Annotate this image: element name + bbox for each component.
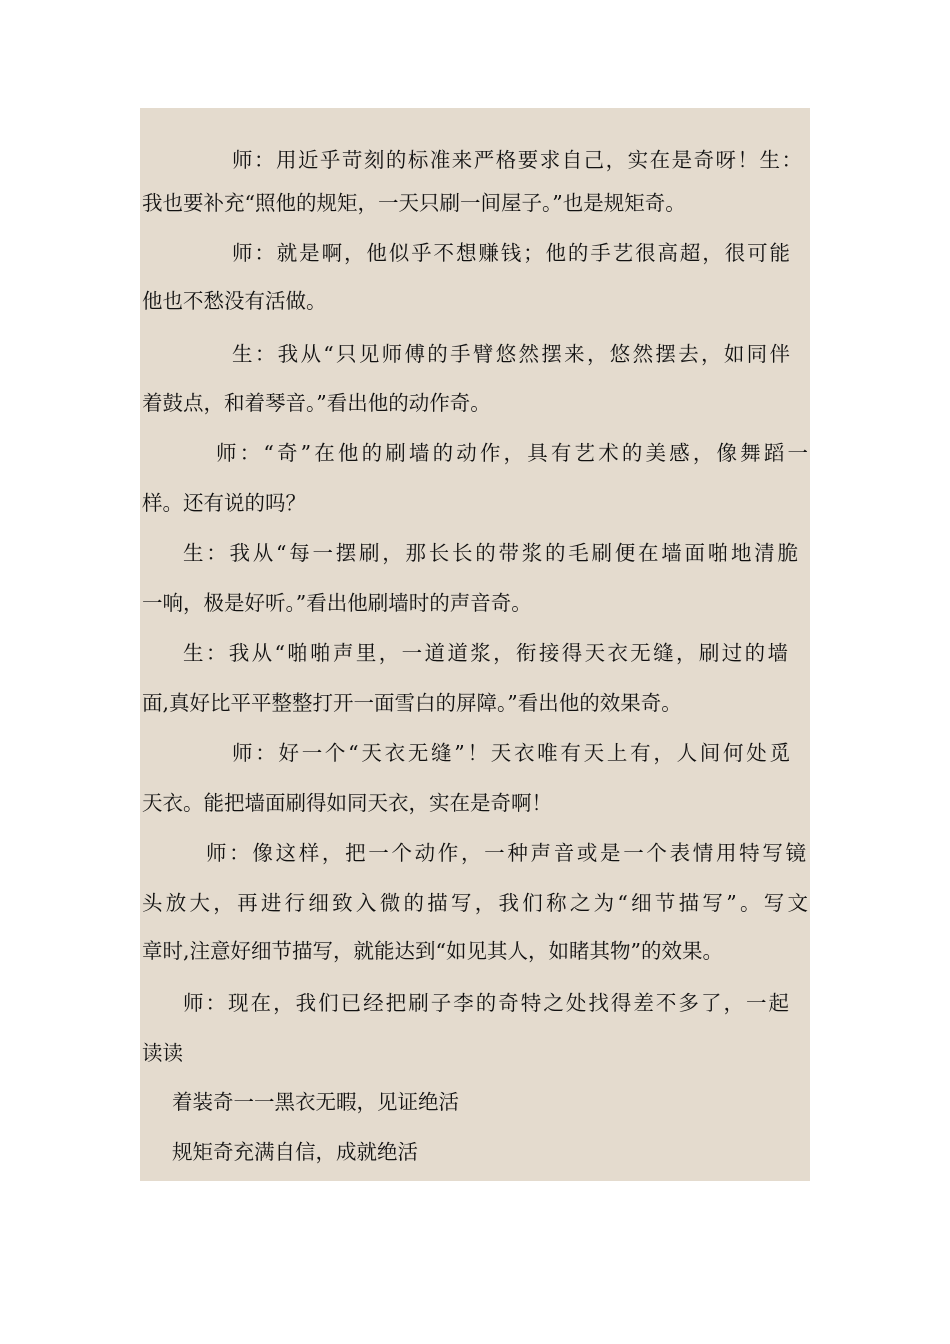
text-line: 天衣。能把墙面刷得如同天衣，实在是奇啊！ (142, 791, 552, 815)
text-line: 面,真好比平平整整打开一面雪白的屏障。”看出他的效果奇。 (142, 691, 682, 715)
text-line: 样。还有说的吗？ (142, 491, 306, 515)
text-line: 读读 (142, 1041, 183, 1065)
text-line: 生：我从“只见师傅的手臂悠然摆来，悠然摆去，如同伴 (232, 342, 790, 366)
text-line: 师：就是啊，他似乎不想赚钱；他的手艺很高超，很可能 (232, 241, 790, 265)
text-line: 着装奇一一黑衣无暇，见证绝活 (172, 1090, 459, 1114)
text-line: 师：用近乎苛刻的标准来严格要求自己，实在是奇呀！生： (232, 148, 802, 172)
text-line: 我也要补充“照他的规矩，一天只刷一间屋子。”也是规矩奇。 (142, 191, 686, 215)
text-line: 一响，极是好听。”看出他刷墙时的声音奇。 (142, 591, 532, 615)
document-page (140, 108, 810, 1181)
text-line: 生：我从“每一摆刷，那长长的带浆的毛刷便在墙面啪地清脆 (183, 541, 798, 565)
text-line: 生：我从“啪啪声里，一道道浆，衔接得天衣无缝，刷过的墙 (183, 641, 788, 665)
text-line: 师：现在，我们已经把刷子李的奇特之处找得差不多了，一起 (183, 991, 789, 1015)
text-line: 着鼓点，和着琴音。”看出他的动作奇。 (142, 391, 491, 415)
text-line: 头放大，再进行细致入微的描写，我们称之为“细节描写”。写文 (142, 891, 808, 915)
text-line: 他也不愁没有活做。 (142, 289, 327, 313)
text-line: 师：像这样，把一个动作，一种声音或是一个表情用特写镜 (206, 841, 806, 865)
text-line: 章时,注意好细节描写，就能达到“如见其人，如睹其物”的效果。 (142, 939, 723, 963)
text-line: 师：“奇”在他的刷墙的动作，具有艺术的美感，像舞蹈一 (216, 441, 808, 465)
text-line: 师：好一个“天衣无缝”！天衣唯有天上有，人间何处觅 (232, 741, 790, 765)
text-line: 规矩奇充满自信，成就绝活 (172, 1140, 418, 1164)
